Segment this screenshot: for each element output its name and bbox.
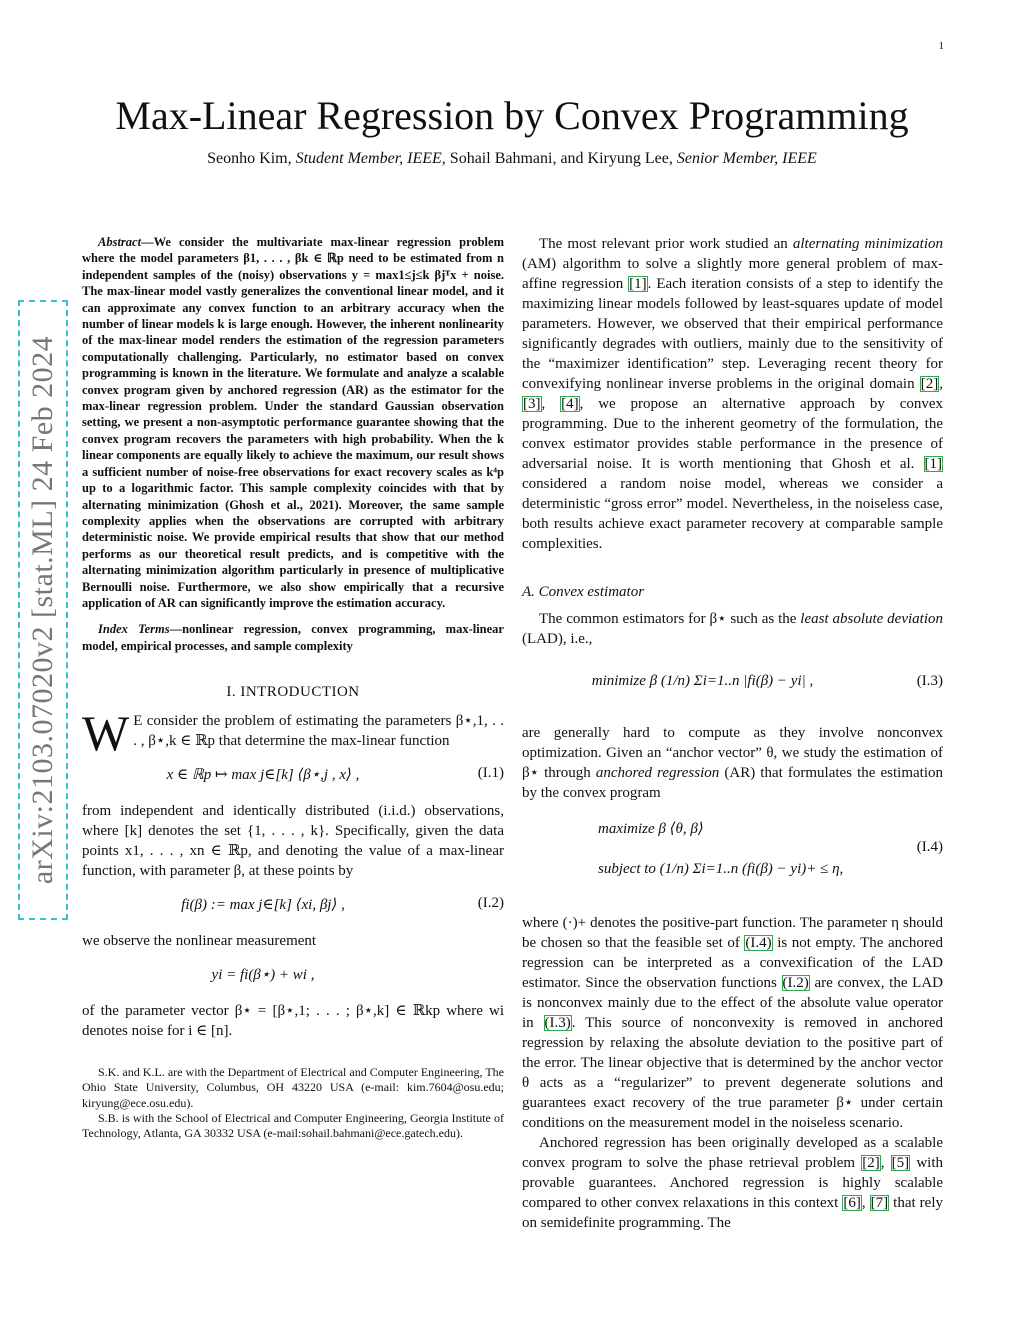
intro-paragraph-2: from independent and identically distributed (i.i.d.) observations, where [k] denotes the set {1, . . . , k}. Specifically, given the data points x1, . . . , xn ∈ ℝp, and denoting the value of a max-linear function, with parameter β, at these points by <box>82 803 504 880</box>
text-span: (LAD), i.e., <box>522 631 593 647</box>
text-span: . This source of nonconvexity is removed in anchored regression by relaxing the absolute deviation to the positive part of the error. The linear objective that is determined by the anchor vector θ acts as a “regularizer” to prevent degenerate solutions and guarantees exact recovery of the true parameter β⋆ under certain conditions on the measurement model in the noiseless scenario. <box>522 1015 944 1131</box>
equation-i4-line-1: maximize β ⟨θ, β⟩ <box>598 821 704 837</box>
text-span: , we propose an alternative approach by convex programming. Due to the inherent geometry of the formulation, the convex estimator provides stable performance in the presence of adversarial noise. It is worth mentioning that Ghosh et al. <box>522 396 944 472</box>
abstract-text: —We consider the multivariate max-linear regression problem where the model parameters β1, . . . , βk ∈ ℝp need to be estimated from n independent samples of the (noisy) observations y = max1≤j≤k βjᵀx + noise. The max-linear model vastly generalizes the conventional linear model, and it can approximate any convex function to an arbitrary accuracy when the number of linear models k is large enough. However, the inherent nonlinearity of the max-linear model renders the estimation of the regression parameters computationally challenging. Particularly, no estimator based on convex programming is known in the literature. We formulate and analyze a scalable convex program given by anchored regression (AR) as the estimator for the max-linear regression problem. Under the standard Gaussian observation setting, we present a non-asymptotic performance guarantee showing that the convex program recovers the parameters with high probability. When the k linear components are equally likely to achieve the maximum, our result shows a sufficient number of noise-free observations for exact recovery scales as k⁴p up to a logarithmic factor. This sample complexity coincides with that by alternating minimization (Ghosh et al., 2021). Moreover, the same sample complexity applies when the observations are corrupted with arbitrary deterministic noise. We provide empirical results that show that our method performs as our theoretical result predicts, and is competitive with the alternating minimization algorithm particularly in presence of multiplicative Bernoulli noise. Furthermore, we also show empirically that a recursive application of AR can significantly improve the estimation accuracy. <box>82 235 504 610</box>
equation-measurement-expr: yi = fi(β⋆) + wi , <box>211 967 315 984</box>
equation-i2-expr: fi(β) := max j∈[k] ⟨xi, βj⟩ , <box>181 897 345 914</box>
citation-link[interactable]: [3] <box>523 396 541 412</box>
equation-i4-number: (I.4) <box>916 839 943 855</box>
text-span: that rely on semidefinite programming. The <box>522 1195 943 1231</box>
paper-title: Max-Linear Regression by Convex Programming <box>115 93 909 138</box>
equation-i1-expr: x ∈ ℝp ↦ max j∈[k] ⟨β⋆,j , x⟩ , <box>166 767 360 784</box>
text-span: (AR) that formulates the estimation by the convex program <box>522 765 944 801</box>
text-span: are generally hard to compute as they involve nonconvex optimization. Given an “anchor vector” θ, we study the estimation of β⋆ through <box>522 725 943 781</box>
equation-i1 <box>82 757 504 795</box>
equation-i3-number: (I.3) <box>916 673 943 689</box>
intro-paragraph-4: of the parameter vector β⋆ = [β⋆,1; . . . ; β⋆,k] ∈ ℝkp where wi denotes noise for i ∈ [n]. <box>82 1003 504 1040</box>
footnote-1: S.K. and K.L. are with the Department of Electrical and Computer Engineering, The Ohio State University, Columbus, OH 43220 USA (e-mail: kim.7604@osu.edu; kiryung@ece.osu.edu). <box>82 1065 504 1110</box>
equation-measurement <box>82 957 504 995</box>
author-3-role: Senior Member, IEEE <box>676 150 817 167</box>
equation-i1-number: (I.1) <box>477 765 504 782</box>
citation-link[interactable]: [4] <box>561 396 579 412</box>
anchored-regression-paragraph <box>522 723 943 803</box>
footnote-2: S.B. is with the School of Electrical and Computer Engineering, Georgia Institute of Technology, Atlanta, GA 30332 USA (e-mail:sohail.bahmani@ece.gatech.edu). <box>82 1110 504 1140</box>
citation-link[interactable]: [6] <box>843 1195 861 1211</box>
author-1-role: Student Member, IEEE, <box>295 150 446 167</box>
text-span: (AM) algorithm to solve a slightly more general problem of max-affine regression <box>522 256 943 292</box>
citation-link[interactable]: [2] <box>862 1155 880 1171</box>
em-least-absolute-deviation: least absolute deviation <box>800 611 944 627</box>
em-alternating-minimization: alternating minimization <box>792 236 943 252</box>
abstract-lead: Abstract <box>98 235 142 249</box>
section-heading-introduction: I. INTRODUCTION <box>226 684 360 701</box>
author-2: Sohail Bahmani, and Kiryung Lee, <box>449 150 673 167</box>
dropcap: W <box>82 705 130 762</box>
citation-link[interactable]: [1] <box>924 456 942 472</box>
page-number: 1 <box>938 40 944 52</box>
intro-paragraph-3: we observe the nonlinear measurement <box>82 933 317 950</box>
text-span: The common estimators for β⋆ such as the <box>539 611 797 627</box>
arxiv-stamp-text: arXiv:2103.07020v2 [stat.ML] 24 Feb 2024 <box>26 335 59 885</box>
equation-i2-number: (I.2) <box>477 895 504 912</box>
abstract <box>82 234 504 611</box>
convex-estimator-paragraph <box>522 609 943 649</box>
text-span: are convex, the LAD is nonconvex mainly due to the effect of the absolute value operator in <box>522 975 944 1031</box>
equation-i3 <box>522 655 943 717</box>
related-work-paragraph: The most relevant prior work studied an alternating minimization (AM) algorithm to solve a slightly more general problem of max-affine regression [1]. Each iteration consists of a step to identify the maximizing linear models followed by least-squares update of model parameters. However, we observed that their empirical performance significantly degrades with outliers, mainly due to the sensitivity of the “maximizer identification” step. Leveraging recent theory for convexifying nonlinear inverse problems in the original domain [2], [3], [4], we propose an alternative approach by convex programming. Due to the inherent geometry of the formulation, the convex estimator provides stable performance in the presence of adversarial noise. It is worth mentioning that Ghosh et al. [1] considered a random noise model, whereas we consider a deterministic “gross error” model. Nevertheless, in the noiseless case, both results achieve exact parameter recovery at comparable sample complexities. <box>522 236 944 552</box>
text-span: where (·)+ denotes the positive-part function. The parameter η should be chosen so that the feasible set of <box>522 915 943 951</box>
author-1: Seonho Kim, <box>207 150 292 167</box>
text-span: with provable guarantees. Anchored regression is highly scalable compared to other convex relaxations in this context <box>522 1155 944 1211</box>
right-column <box>522 234 943 1233</box>
text-span: The most relevant prior work studied an <box>539 236 788 252</box>
text-span: Anchored regression has been originally developed as a scalable convex program to solve the phase retrieval problem <box>522 1135 943 1171</box>
positive-part-paragraph <box>522 913 943 1133</box>
equation-ref-i3[interactable]: (I.3) <box>544 1015 571 1031</box>
index-terms <box>82 621 504 654</box>
index-terms-lead: Index Terms <box>98 622 170 637</box>
citation-link[interactable]: [1] <box>629 276 647 292</box>
text-span: . Each iteration consists of a step to identify the maximizing linear models followed by least-squares update of model parameters. However, we observed that their empirical performance significantly degrades with outliers, mainly due to the sensitivity of the “maximizer identification” step. Leveraging recent theory for convexifying nonlinear inverse problems in the original domain <box>522 276 943 392</box>
index-terms-text: —nonlinear regression, convex programming, max-linear model, empirical processes, and sample complexity <box>82 622 504 653</box>
author-line <box>60 150 964 168</box>
equation-i4-line-2: subject to (1/n) Σi=1..n (fi(β) − yi)+ ≤ η, <box>598 861 844 877</box>
arxiv-stamp[interactable] <box>18 300 68 920</box>
citation-link[interactable]: [5] <box>891 1155 910 1171</box>
footnotes <box>82 1065 504 1141</box>
subsection-heading-convex-estimator: A. Convex estimator <box>522 584 645 600</box>
citation-link[interactable]: [2] <box>920 376 939 392</box>
anchored-history-paragraph: Anchored regression has been originally developed as a scalable convex program to solve the phase retrieval problem [2], [5] with provable guarantees. Anchored regression is highly scalable compared to other convex relaxations in this context [6], [7] that rely on semidefinite programming. The <box>522 1135 944 1231</box>
intro-paragraph-1-text: E consider the problem of estimating the parameters β⋆,1, . . . , β⋆,k ∈ ℝp that determine the max-linear function <box>133 713 504 750</box>
equation-ref-i4[interactable]: (I.4) <box>745 935 772 951</box>
equation-ref-i2[interactable]: (I.2) <box>782 975 809 991</box>
intro-paragraph-1 <box>82 705 504 762</box>
equation-i3-expr: minimize β (1/n) Σi=1..n |fi(β) − yi| , <box>591 673 814 689</box>
citation-link[interactable]: [7] <box>870 1195 889 1211</box>
left-column <box>82 234 504 1141</box>
equation-i4 <box>522 809 943 907</box>
text-span: considered a random noise model, whereas we consider a deterministic “gross error” model. Nevertheless, in the noiseless case, both results achieve exact parameter recovery at comparable sample complexities. <box>522 476 943 552</box>
text-span: is not empty. The anchored regression can be interpreted as a convexification of the LAD estimator. Since the observation functions <box>522 935 943 991</box>
equation-i2 <box>82 887 504 925</box>
em-anchored-regression: anchored regression <box>595 765 720 781</box>
